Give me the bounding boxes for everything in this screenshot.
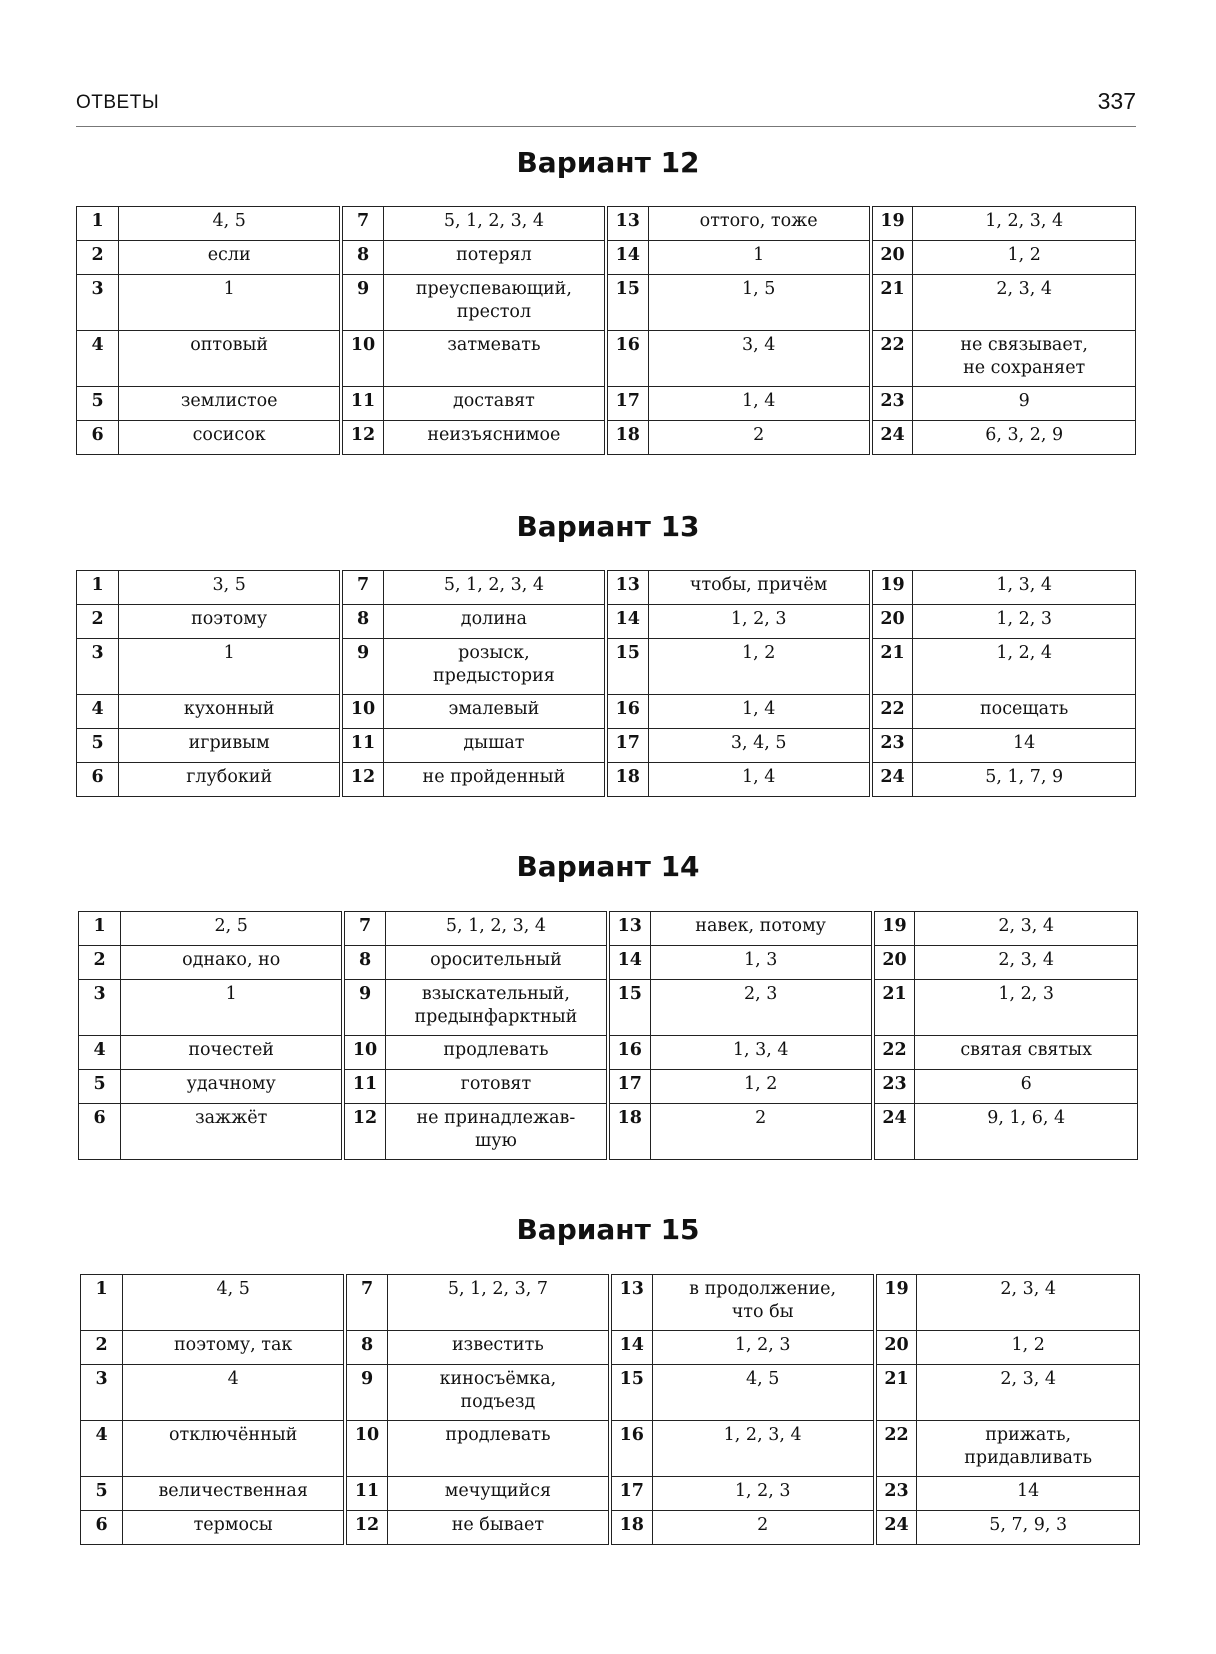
question-number: 7 [341,571,383,605]
question-number: 8 [343,946,385,980]
answer-value: 3, 4 [648,331,871,387]
question-number: 11 [341,387,383,421]
answer-row [77,639,1136,695]
answer-row [79,1070,1138,1104]
answer-value: удачному [121,1070,344,1104]
answer-row [77,387,1136,421]
question-number: 12 [343,1104,385,1160]
answer-value: преуспевающий, престол [383,275,606,331]
answer-value: величественная [123,1477,346,1511]
answer-value: игривым [119,729,342,763]
answer-value: 1, 2 [648,639,871,695]
answer-value: 2, 3, 4 [917,1275,1140,1331]
answer-row [77,207,1136,241]
answer-value: 1, 2, 3 [913,605,1136,639]
question-number: 16 [610,1421,652,1477]
question-number: 10 [345,1421,387,1477]
variant-13-answers-table [76,570,1136,797]
question-number: 14 [608,946,650,980]
answer-value: если [119,241,342,275]
question-number: 17 [606,729,648,763]
question-number: 17 [608,1070,650,1104]
answer-value: 3, 4, 5 [648,729,871,763]
answer-value: 6 [915,1070,1138,1104]
answer-value: 4 [123,1365,346,1421]
question-number: 11 [345,1477,387,1511]
question-number: 1 [81,1275,123,1331]
question-number: 21 [871,639,913,695]
question-number: 24 [871,763,913,797]
answer-value: термосы [123,1511,346,1545]
answer-row [79,1104,1138,1160]
answer-value: 5, 1, 2, 3, 4 [383,207,606,241]
answer-value: не принадлежав- шую [385,1104,608,1160]
answer-value: не бывает [387,1511,610,1545]
question-number: 13 [606,207,648,241]
question-number: 18 [606,763,648,797]
question-number: 17 [610,1477,652,1511]
answer-value: дышат [383,729,606,763]
question-number: 10 [343,1036,385,1070]
answer-value: 1, 2 [650,1070,873,1104]
question-number: 9 [341,275,383,331]
answer-value: взыскательный, предынфарктный [385,980,608,1036]
answer-value: 1, 2, 3 [652,1331,875,1365]
answer-row [79,946,1138,980]
answer-value: поэтому [119,605,342,639]
answer-value: 2 [652,1511,875,1545]
question-number: 5 [77,387,119,421]
question-number: 6 [77,763,119,797]
answer-value: 14 [913,729,1136,763]
question-number: 21 [875,1365,917,1421]
question-number: 13 [608,912,650,946]
answer-value: 5, 1, 2, 3, 4 [385,912,608,946]
answer-value: 1, 3 [650,946,873,980]
question-number: 18 [610,1511,652,1545]
answer-value: продлевать [385,1036,608,1070]
answer-row [77,331,1136,387]
question-number: 15 [606,275,648,331]
answer-value: почестей [121,1036,344,1070]
answer-row [81,1421,1140,1477]
question-number: 16 [606,331,648,387]
question-number: 20 [871,241,913,275]
answer-value: 5, 1, 2, 3, 4 [383,571,606,605]
answer-value: известить [387,1331,610,1365]
answer-value: 5, 1, 7, 9 [913,763,1136,797]
question-number: 8 [341,605,383,639]
page-header [76,88,1136,127]
answer-value: 9 [913,387,1136,421]
question-number: 12 [345,1511,387,1545]
answer-value: 1, 2, 3, 4 [652,1421,875,1477]
question-number: 7 [341,207,383,241]
variant-15-answers-table [80,1274,1140,1545]
question-number: 2 [77,241,119,275]
answer-value: 1, 3, 4 [650,1036,873,1070]
answer-value: 1, 5 [648,275,871,331]
answer-value: 2, 3, 4 [915,912,1138,946]
question-number: 3 [77,275,119,331]
answer-value: однако, но [121,946,344,980]
answer-row [77,695,1136,729]
question-number: 19 [875,1275,917,1331]
answer-value: 14 [917,1477,1140,1511]
question-number: 2 [77,605,119,639]
question-number: 19 [873,912,915,946]
answer-row [79,912,1138,946]
question-number: 22 [871,331,913,387]
answer-value: 3, 5 [119,571,342,605]
question-number: 16 [606,695,648,729]
answer-value: землистое [119,387,342,421]
answer-value: 1, 3, 4 [913,571,1136,605]
answer-value: святая святых [915,1036,1138,1070]
answer-value: 2, 3, 4 [913,275,1136,331]
answer-value: киносъёмка, подъезд [387,1365,610,1421]
answer-value: отключённый [123,1421,346,1477]
question-number: 13 [610,1275,652,1331]
question-number: 4 [81,1421,123,1477]
answer-value: кухонный [119,695,342,729]
question-number: 1 [79,912,121,946]
question-number: 22 [875,1421,917,1477]
question-number: 13 [606,571,648,605]
answer-value: мечущийся [387,1477,610,1511]
answer-row [81,1477,1140,1511]
question-number: 14 [610,1331,652,1365]
question-number: 10 [341,695,383,729]
answer-value: 1, 4 [648,695,871,729]
answer-value: посещать [913,695,1136,729]
answer-value: оттого, тоже [648,207,871,241]
question-number: 9 [341,639,383,695]
question-number: 3 [79,980,121,1036]
question-number: 19 [871,207,913,241]
answer-value: неизъяснимое [383,421,606,455]
answer-value: 2, 3, 4 [915,946,1138,980]
question-number: 6 [81,1511,123,1545]
question-number: 7 [343,912,385,946]
question-number: 9 [343,980,385,1036]
question-number: 16 [608,1036,650,1070]
question-number: 22 [873,1036,915,1070]
answer-value: сосисок [119,421,342,455]
answer-value: поэтому, так [123,1331,346,1365]
answer-row [79,980,1138,1036]
answer-value: 5, 7, 9, 3 [917,1511,1140,1545]
answer-value: затмевать [383,331,606,387]
question-number: 5 [81,1477,123,1511]
answer-value: зажжёт [121,1104,344,1160]
variant-12-title: Вариант 12 [516,146,700,179]
answer-value: в продолжение, что бы [652,1275,875,1331]
question-number: 2 [79,946,121,980]
question-number: 6 [79,1104,121,1160]
question-number: 20 [875,1331,917,1365]
question-number: 23 [871,387,913,421]
question-number: 4 [79,1036,121,1070]
question-number: 20 [873,946,915,980]
question-number: 15 [610,1365,652,1421]
page-number: 337 [1097,88,1136,114]
question-number: 12 [341,763,383,797]
variant-13-title: Вариант 13 [516,510,700,543]
question-number: 8 [341,241,383,275]
question-number: 24 [871,421,913,455]
answer-value: 2 [650,1104,873,1160]
question-number: 1 [77,207,119,241]
variant-14-answers-table [78,911,1138,1160]
answer-value: глубокий [119,763,342,797]
answer-value: оросительный [385,946,608,980]
question-number: 14 [606,241,648,275]
answer-row [77,605,1136,639]
answer-value: 1, 4 [648,763,871,797]
question-number: 21 [871,275,913,331]
answer-row [77,241,1136,275]
question-number: 9 [345,1365,387,1421]
answer-row [77,275,1136,331]
answer-value: 2 [648,421,871,455]
answer-value: 4, 5 [119,207,342,241]
answer-value: 2, 5 [121,912,344,946]
answer-value: 1, 2, 4 [913,639,1136,695]
answer-value: чтобы, причём [648,571,871,605]
question-number: 11 [341,729,383,763]
question-number: 8 [345,1331,387,1365]
question-number: 23 [873,1070,915,1104]
answer-value: навек, потому [650,912,873,946]
question-number: 3 [77,639,119,695]
question-number: 3 [81,1365,123,1421]
answer-value: 4, 5 [652,1365,875,1421]
question-number: 18 [608,1104,650,1160]
answer-value: 4, 5 [123,1275,346,1331]
question-number: 18 [606,421,648,455]
answer-value: не связывает, не сохраняет [913,331,1136,387]
answer-row [77,421,1136,455]
question-number: 15 [606,639,648,695]
question-number: 11 [343,1070,385,1104]
question-number: 20 [871,605,913,639]
answer-value: прижать, придавливать [917,1421,1140,1477]
question-number: 6 [77,421,119,455]
answer-row [81,1275,1140,1331]
section-title: ОТВЕТЫ [76,92,160,113]
answer-value: 1, 2 [913,241,1136,275]
question-number: 4 [77,331,119,387]
answer-row [77,571,1136,605]
answer-value: 1, 2, 3 [652,1477,875,1511]
question-number: 14 [606,605,648,639]
question-number: 24 [873,1104,915,1160]
question-number: 24 [875,1511,917,1545]
answer-value: 1, 4 [648,387,871,421]
answer-value: оптовый [119,331,342,387]
answer-value: 2, 3 [650,980,873,1036]
question-number: 4 [77,695,119,729]
answer-value: 1, 2, 3 [648,605,871,639]
answer-value: 1 [119,275,342,331]
question-number: 22 [871,695,913,729]
answer-row [81,1511,1140,1545]
answer-row [77,763,1136,797]
answer-value: потерял [383,241,606,275]
question-number: 2 [81,1331,123,1365]
answer-row [77,729,1136,763]
answer-value: не пройденный [383,763,606,797]
variant-15-title: Вариант 15 [516,1213,700,1246]
question-number: 17 [606,387,648,421]
answer-value: 1, 2, 3, 4 [913,207,1136,241]
answer-value: эмалевый [383,695,606,729]
answer-value: розыск, предыстория [383,639,606,695]
answer-row [81,1365,1140,1421]
answer-value: 1 [648,241,871,275]
answer-value: 2, 3, 4 [917,1365,1140,1421]
question-number: 19 [871,571,913,605]
variant-12-answers-table [76,206,1136,455]
question-number: 10 [341,331,383,387]
variant-14-title: Вариант 14 [516,850,700,883]
answer-value: 6, 3, 2, 9 [913,421,1136,455]
answer-row [79,1036,1138,1070]
question-number: 5 [79,1070,121,1104]
question-number: 5 [77,729,119,763]
answer-value: 9, 1, 6, 4 [915,1104,1138,1160]
question-number: 23 [871,729,913,763]
answer-value: 1 [119,639,342,695]
answer-value: 1 [121,980,344,1036]
question-number: 7 [345,1275,387,1331]
question-number: 21 [873,980,915,1036]
question-number: 15 [608,980,650,1036]
answer-value: 1, 2 [917,1331,1140,1365]
question-number: 12 [341,421,383,455]
answer-value: продлевать [387,1421,610,1477]
answer-value: 1, 2, 3 [915,980,1138,1036]
question-number: 1 [77,571,119,605]
answer-row [81,1331,1140,1365]
answer-value: 5, 1, 2, 3, 7 [387,1275,610,1331]
answer-value: доставят [383,387,606,421]
question-number: 23 [875,1477,917,1511]
answer-value: долина [383,605,606,639]
answer-value: готовят [385,1070,608,1104]
